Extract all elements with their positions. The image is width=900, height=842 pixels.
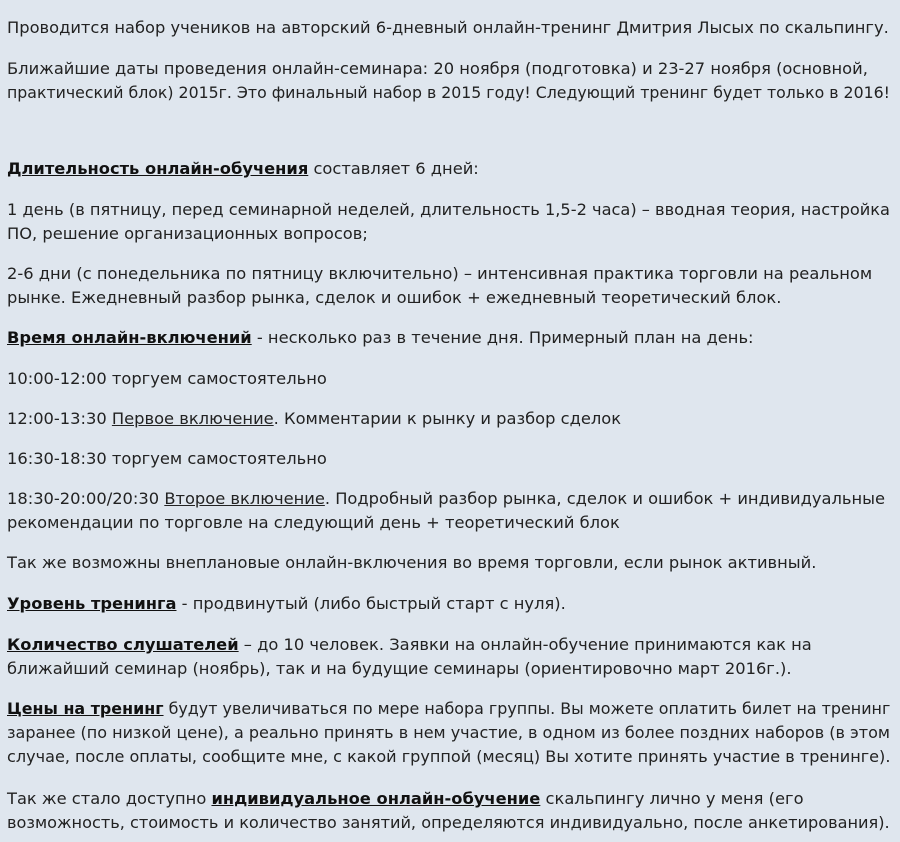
unplanned-paragraph: Так же возможны внеплановые онлайн-включения во время торговли, если рынок активный. xyxy=(7,553,817,572)
schedule-time: 18:30-20:00/20:30 xyxy=(7,489,160,508)
days2-6-line-1: 2-6 дни (с понедельника по пятницу включительно) – интенсивная практика торговли на реальном xyxy=(7,264,873,283)
listeners-line-1 xyxy=(7,633,812,657)
day1-line-2: ПО, решение организационных вопросов; xyxy=(7,224,368,243)
dates-line-2: практический блок) 2015г. Это финальный набор в 2015 году! Следующий тренинг будет только в 2016! xyxy=(7,83,890,102)
listeners-heading: Количество слушателей xyxy=(7,635,239,654)
schedule-time: 12:00-13:30 xyxy=(7,409,107,428)
listeners-text: – до 10 человек. Заявки на онлайн-обучение принимаются как на xyxy=(238,635,812,654)
duration-paragraph xyxy=(7,157,479,181)
first-session-link[interactable]: Первое включение xyxy=(111,409,274,428)
duration-text: составляет 6 дней: xyxy=(308,159,479,178)
level-paragraph xyxy=(7,592,566,616)
schedule-time: 10:00-12:00 xyxy=(7,369,107,388)
schedule-text: . Подробный разбор рынка, сделок и ошибок + индивидуальные xyxy=(324,489,885,508)
individual-training-link[interactable]: индивидуальное онлайн-обучение xyxy=(211,789,541,808)
schedule-text: торгуем самостоятельно xyxy=(106,369,327,388)
schedule-item xyxy=(7,487,885,511)
online-time-text: - несколько раз в течение дня. Примерный план на день: xyxy=(251,328,754,347)
schedule-time: 16:30-18:30 xyxy=(7,449,107,468)
online-time-paragraph xyxy=(7,326,754,350)
dates-line-1: Ближайшие даты проведения онлайн-семинара: 20 ноября (подготовка) и 23-27 ноября (основной, xyxy=(7,59,868,78)
individual-line-1 xyxy=(7,787,804,811)
second-session-link[interactable]: Второе включение xyxy=(164,489,325,508)
prices-heading: Цены на тренинг xyxy=(7,699,164,718)
individual-line-2: возможность, стоимость и количество занятий, определяются индивидуально, после анкетирования). xyxy=(7,813,890,832)
schedule-item xyxy=(7,367,327,391)
intro-paragraph: Проводится набор учеников на авторский 6-дневный онлайн-тренинг Дмитрия Лысых по скальпингу. xyxy=(7,18,889,37)
individual-pre: Так же стало доступно xyxy=(7,789,212,808)
schedule-continuation: рекомендации по торговле на следующий день + теоретический блок xyxy=(7,513,620,532)
level-text: - продвинутый (либо быстрый старт с нуля). xyxy=(176,594,566,613)
days2-6-line-2: рынке. Ежедневный разбор рынка, сделок и ошибок + ежедневный теоретический блок. xyxy=(7,288,782,307)
schedule-text: торгуем самостоятельно xyxy=(106,449,327,468)
listeners-line-2: ближайший семинар (ноябрь), так и на будущие семинары (ориентировочно март 2016г.). xyxy=(7,659,792,678)
prices-line-2: заранее (по низкой цене), а реально принять в нем участие, в одном из более поздних наборов (в этом xyxy=(7,723,890,742)
schedule-item xyxy=(7,447,327,471)
prices-text: будут увеличиваться по мере набора группы. Вы можете оплатить билет на тренинг xyxy=(163,699,891,718)
day1-line-1: 1 день (в пятницу, перед семинарной неделей, длительность 1,5-2 часа) – вводная теория, настройка xyxy=(7,200,890,219)
level-heading: Уровень тренинга xyxy=(7,594,177,613)
online-time-heading: Время онлайн-включений xyxy=(7,328,252,347)
prices-line-3: случае, после оплаты, сообщите мне, с какой группой (месяц) Вы хотите принять участие в тренинге). xyxy=(7,747,891,766)
individual-text: скальпингу лично у меня (его xyxy=(540,789,804,808)
duration-heading: Длительность онлайн-обучения xyxy=(7,159,309,178)
schedule-text: . Комментарии к рынку и разбор сделок xyxy=(273,409,622,428)
schedule-item xyxy=(7,407,621,431)
prices-line-1 xyxy=(7,697,890,721)
